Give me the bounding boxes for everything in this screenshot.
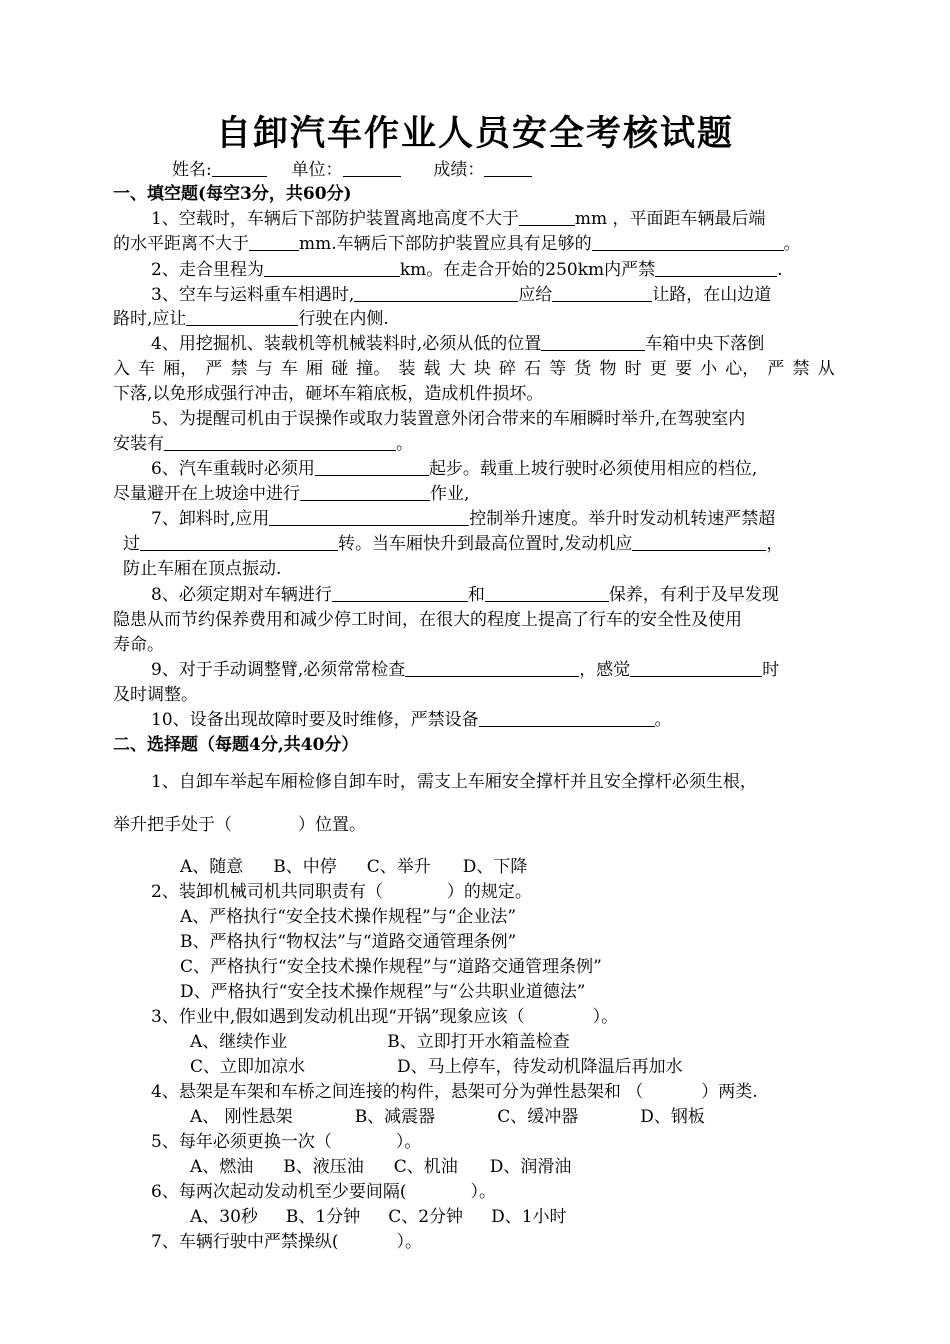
q4-line2-char: 装 xyxy=(398,359,416,379)
c6-options xyxy=(190,1205,567,1229)
q8-line2: 隐患从而节约保养费用和减少停工时间，在很大的程度上提高了行车的安全性及使用 xyxy=(113,610,742,630)
section1-heading: 一、填空题(每空3分，共60分) xyxy=(113,184,352,204)
c2-option-b[interactable]: B、严格执行“物权法”与“道路交通管理条例” xyxy=(180,932,517,952)
q8-blank2[interactable] xyxy=(485,583,609,602)
unit-field[interactable] xyxy=(343,158,401,177)
q3-blank1[interactable] xyxy=(354,283,518,302)
section2-heading: 二、选择题（每题4分,共40分） xyxy=(113,735,359,755)
c1-option-b[interactable]: B、中停 xyxy=(273,857,337,877)
q6-line2: 尽量避开在上坡途中进行 作业, xyxy=(113,484,470,504)
name-field[interactable] xyxy=(212,158,267,177)
unit-label: 单位： xyxy=(291,160,343,180)
q4-line2-char: 车 xyxy=(280,359,298,379)
q4-line2-char: 严 xyxy=(205,359,223,379)
q3-blank3[interactable] xyxy=(186,307,298,326)
q10-line: 10、设备出现故障时要及时维修，严禁设备 。 xyxy=(151,710,672,730)
q5-line1: 5、为提醒司机由于误操作或取力装置意外闭合带来的车厢瞬时举升,在驾驶室内 xyxy=(151,409,746,429)
c6-option-a[interactable]: A、30秒 xyxy=(190,1207,258,1227)
q4-line2-char: 要 xyxy=(674,359,692,379)
q4-line1: 4、用挖掘机、装载机等机械装料时,必须从低的位置 车箱中央下落倒 xyxy=(151,334,765,354)
q7-line3: 防止车厢在顶点振动. xyxy=(123,559,282,579)
q1-line1: 1、空载时，车辆后下部防护装置离地高度不大于 mm ，平面距车辆最后端 xyxy=(151,209,766,229)
q4-line2-char: 从 xyxy=(817,359,835,379)
c5-options xyxy=(190,1155,571,1179)
c3-option-c[interactable]: C、立即加凉水 xyxy=(190,1057,306,1077)
q3-blank2[interactable] xyxy=(552,283,652,302)
q7-blank1[interactable] xyxy=(269,507,469,526)
q4-line2-char: 车 xyxy=(138,359,156,379)
c5-option-c[interactable]: C、机油 xyxy=(393,1157,458,1177)
q9-line2: 及时调整。 xyxy=(113,685,198,705)
q8-blank1[interactable] xyxy=(332,583,468,602)
name-label: 姓名: xyxy=(172,160,212,180)
q6-blank1[interactable] xyxy=(315,457,429,476)
c2-question: 2、装卸机械司机共同职责有（ ）的规定。 xyxy=(151,882,532,902)
c5-option-a[interactable]: A、燃油 xyxy=(190,1157,254,1177)
score-label: 成绩： xyxy=(433,160,485,180)
c1-option-a[interactable]: A、随意 xyxy=(180,857,244,877)
q7-line1: 7、卸料时,应用 控制举升速度。举升时发动机转速严禁超 xyxy=(151,509,776,529)
q4-line2-char: 物 xyxy=(599,359,617,379)
q4-line2-char: 更 xyxy=(649,359,667,379)
c2-option-c[interactable]: C、严格执行“安全技术操作规程”与“道路交通管理条例” xyxy=(180,957,602,977)
q4-line2-char: 小 xyxy=(700,359,718,379)
c5-option-b[interactable]: B、液压油 xyxy=(283,1157,364,1177)
info-row xyxy=(172,158,532,182)
q7-line2: 过 转。当车厢快升到最高位置时,发动机应 ， xyxy=(123,534,784,554)
c5-question: 5、每年必须更换一次（ ）。 xyxy=(151,1132,422,1152)
q5-blank1[interactable] xyxy=(164,432,396,451)
c3-options-row2 xyxy=(190,1055,683,1079)
q4-line2-char: 心， xyxy=(725,359,760,379)
q1-line2: 的水平距离不大于 mm.车辆后下部防护装置应具有足够的 。 xyxy=(113,234,801,254)
c1-line2: 举升把手处于（ ）位置。 xyxy=(113,815,366,835)
q7-blank2[interactable] xyxy=(140,532,338,551)
c6-question: 6、每两次起动发动机至少要间隔( ）。 xyxy=(151,1182,496,1202)
c1-option-c[interactable]: C、举升 xyxy=(366,857,431,877)
c6-option-c[interactable]: C、2分钟 xyxy=(388,1207,464,1227)
q2-line: 2、走合里程为 km。在走合开始的250km内严禁 . xyxy=(151,260,783,280)
q4-line2-char: 撞。 xyxy=(356,359,391,379)
c4-options xyxy=(190,1105,705,1129)
c4-option-c[interactable]: C、缓冲器 xyxy=(497,1107,579,1127)
q4-line2-char: 时 xyxy=(624,359,642,379)
q4-line2-char: 等 xyxy=(549,359,567,379)
q2-blank2[interactable] xyxy=(655,258,777,277)
q1-blank2[interactable] xyxy=(249,232,299,251)
c4-question: 4、悬架是车架和车桥之间连接的构件，悬架可分为弹性悬架和 （ ）两类. xyxy=(151,1082,758,1102)
q6-line1: 6、汽车重载时必须用 起步。载重上坡行驶时必须使用相应的档位, xyxy=(151,459,758,479)
q5-line2: 安装有 。 xyxy=(113,434,413,454)
q4-line2-char: 厢 xyxy=(305,359,323,379)
q9-line1: 9、对于手动调整臂,必须常常检查 ，感觉 时 xyxy=(151,660,780,680)
q4-line2-char: 与 xyxy=(255,359,273,379)
q3-line2: 路时,应让 行驶在内侧. xyxy=(113,309,389,329)
q10-blank1[interactable] xyxy=(479,708,655,727)
q4-line2-char: 载 xyxy=(423,359,441,379)
q4-line2-char: 块 xyxy=(473,359,491,379)
q7-blank3[interactable] xyxy=(632,532,766,551)
q4-line2-char: 厢， xyxy=(163,359,198,379)
q4-line2-char: 严 xyxy=(767,359,785,379)
q4-blank1[interactable] xyxy=(541,332,645,351)
c1-option-d[interactable]: D、下降 xyxy=(462,857,528,877)
q3-line1: 3、空车与运料重车相遇时, 应给 让路，在山边道 xyxy=(151,285,772,305)
q4-line2-char: 货 xyxy=(574,359,592,379)
q4-line2 xyxy=(113,357,835,381)
c1-line1: 1、自卸车举起车厢检修自卸车时，需支上车厢安全撑杆并且安全撑杆必须生根， xyxy=(151,772,757,792)
q9-blank1[interactable] xyxy=(405,658,579,677)
q4-line2-char: 碎 xyxy=(498,359,516,379)
q4-line2-char: 碰 xyxy=(331,359,349,379)
c2-option-a[interactable]: A、严格执行“安全技术操作规程”与“企业法” xyxy=(180,907,517,927)
score-field[interactable] xyxy=(484,158,532,177)
q4-line2-char: 禁 xyxy=(230,359,248,379)
q4-line2-char: 入 xyxy=(113,359,130,379)
c5-option-d[interactable]: D、润滑油 xyxy=(489,1157,572,1177)
c3-question: 3、作业中,假如遇到发动机出现“开锅”现象应该（ ）。 xyxy=(151,1007,619,1027)
c3-options-row1 xyxy=(190,1030,570,1054)
q1-blank3[interactable] xyxy=(592,232,784,251)
q4-line2-char: 石 xyxy=(524,359,542,379)
c4-option-a[interactable]: A、 刚性悬架 xyxy=(190,1107,293,1127)
c4-option-b[interactable]: B、减震器 xyxy=(354,1107,436,1127)
page-title: 自卸汽车作业人员安全考核试题 xyxy=(215,113,734,154)
q8-line1: 8、必须定期对车辆进行 和 保养，有利于及早发现 xyxy=(151,585,779,605)
c6-option-d[interactable]: D、1小时 xyxy=(491,1207,567,1227)
q1-blank1[interactable] xyxy=(519,207,575,226)
q2-blank1[interactable] xyxy=(264,258,400,277)
c6-option-b[interactable]: B、1分钟 xyxy=(285,1207,361,1227)
c4-option-d[interactable]: D、钢板 xyxy=(640,1107,705,1127)
q4-line2-char: 大 xyxy=(448,359,466,379)
c2-option-d[interactable]: D、严格执行“安全技术操作规程”与“公共职业道德法” xyxy=(180,982,586,1002)
c3-option-a[interactable]: A、继续作业 xyxy=(190,1032,288,1052)
c3-option-b[interactable]: B、立即打开水箱盖检查 xyxy=(387,1032,570,1052)
c1-options xyxy=(180,855,527,879)
q4-line3: 下落,以免形成强行冲击，砸坏车箱底板，造成机件损坏。 xyxy=(113,384,544,404)
q6-blank2[interactable] xyxy=(300,482,430,501)
q4-line2-char: 禁 xyxy=(792,359,810,379)
q8-line3: 寿命。 xyxy=(113,635,164,655)
c7-question: 7、车辆行驶中严禁操纵( ）。 xyxy=(151,1232,422,1252)
c3-option-d[interactable]: D、马上停车，待发动机降温后再加水 xyxy=(397,1057,683,1077)
q9-blank2[interactable] xyxy=(630,658,762,677)
